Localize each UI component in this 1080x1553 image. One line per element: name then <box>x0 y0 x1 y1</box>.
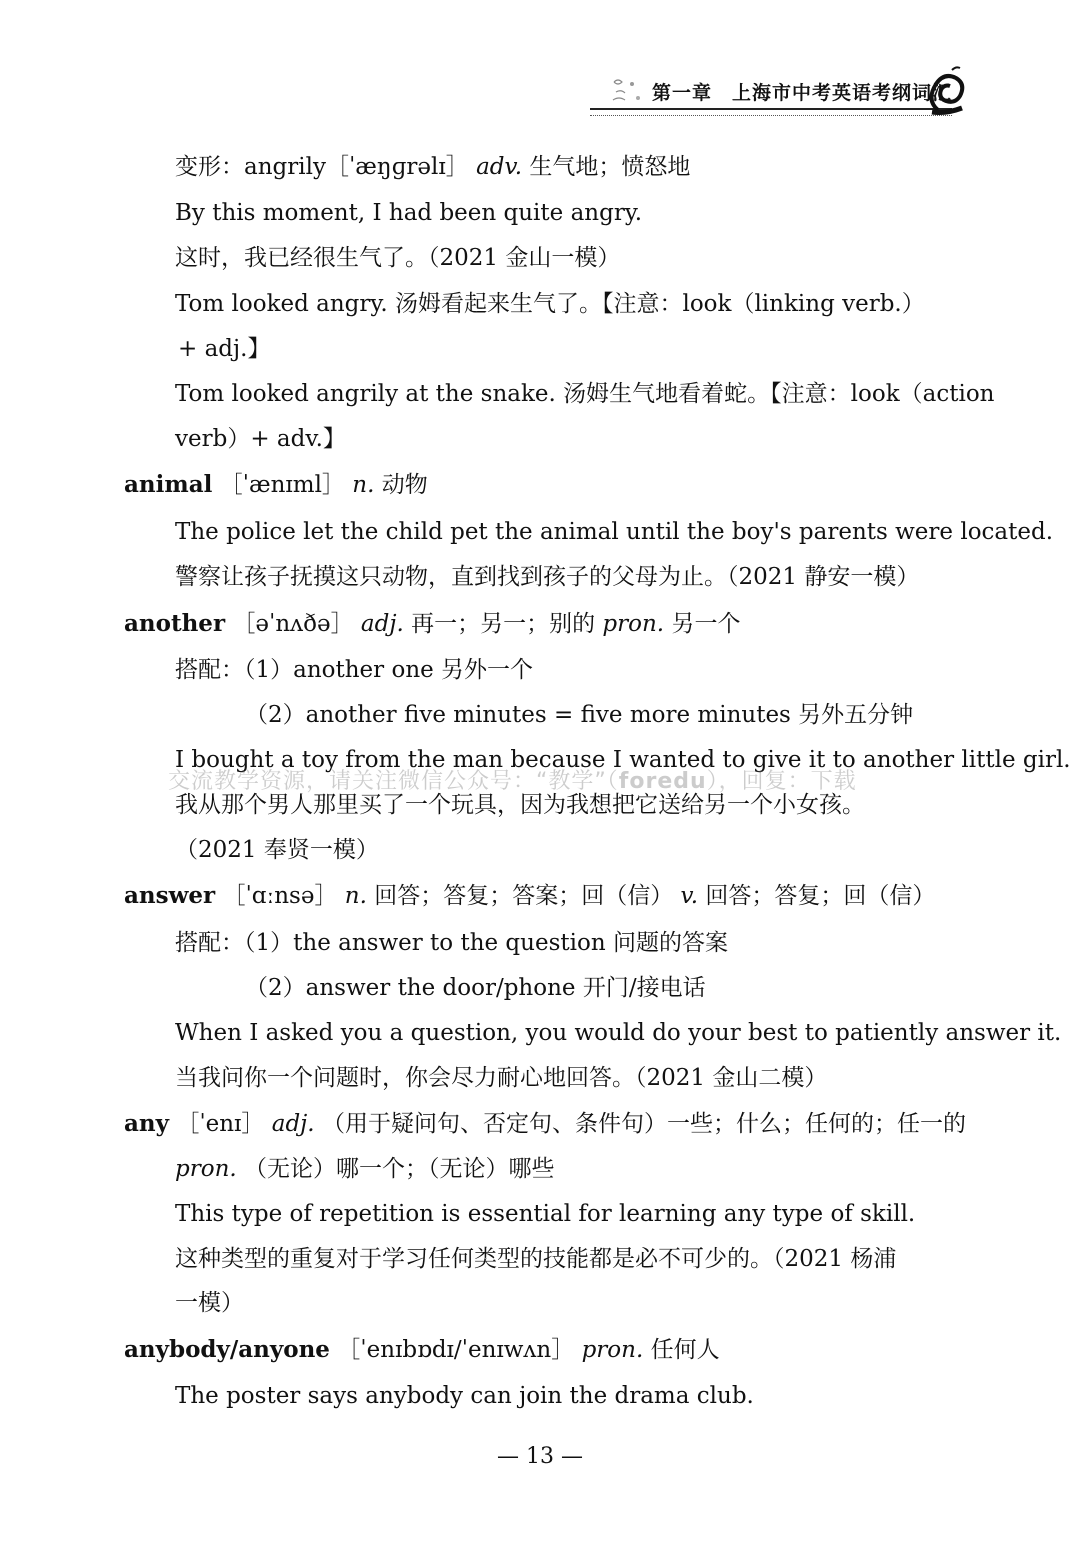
derivative-line: 变形：angrily［ˈæŋɡrəlɪ］ adv. 生气地；愤怒地 <box>175 154 691 180</box>
entry-any: any ［ˈenɪ］ adj. （用于疑问句、否定句、条件句）一些；什么；任何的；任一的 <box>124 1110 966 1137</box>
example-translation: 我从那个男人那里买了一个玩具，因为我想把它送给另一个小女孩。 <box>175 792 865 818</box>
decorative-glyph-icon <box>610 76 646 106</box>
header-rule <box>590 108 952 116</box>
entry-another: another ［əˈnʌðə］ adj. 再一；另一；别的 pron. 另一个 <box>124 610 741 637</box>
headword: anybody/anyone <box>124 1336 330 1363</box>
definition-continuation: pron. （无论）哪一个；（无论）哪些 <box>175 1156 555 1182</box>
example-sentence: Tom looked angrily at the snake. 汤姆生气地看着蛇。【注意：look（action <box>175 381 995 407</box>
collocation-line: 搭配：（1）the answer to the question 问题的答案 <box>175 930 728 956</box>
example-sentence: The poster says anybody can join the drama club. <box>175 1383 754 1409</box>
example-sentence: This type of repetition is essential for learning any type of skill. <box>175 1201 916 1227</box>
phonetic: ［ˈenɪ］ <box>176 1111 265 1137</box>
example-translation: 当我问你一个问题时，你会尽力耐心地回答。（2021 金山二模） <box>175 1065 828 1091</box>
example-translation: 警察让孩子抚摸这只动物，直到找到孩子的父母为止。（2021 静安一模） <box>175 564 920 590</box>
chapter-header <box>590 72 965 122</box>
collocation-line: 搭配：（1）another one 另外一个 <box>175 657 534 683</box>
snail-logo-icon <box>924 64 966 116</box>
note-continuation: + adj.】 <box>178 336 271 362</box>
entry-answer: answer ［ˈɑːnsə］ n. 回答；答复；答案；回（信） v. 回答；答复；回（信） <box>124 882 936 909</box>
example-translation: 这种类型的重复对于学习任何类型的技能都是必不可少的。（2021 杨浦 <box>175 1246 897 1272</box>
example-sentence: When I asked you a question, you would do your best to patiently answer it. <box>175 1020 1062 1046</box>
collocation-line: （2）answer the door/phone 开门/接电话 <box>245 975 706 1001</box>
example-sentence: By this moment, I had been quite angry. <box>175 200 643 226</box>
headword: any <box>124 1110 169 1137</box>
example-sentence: Tom looked angry. 汤姆看起来生气了。【注意：look（linking verb.） <box>175 291 925 317</box>
phonetic: ［əˈnʌðə］ <box>232 611 354 637</box>
example-sentence: I bought a toy from the man because I wanted to give it to another little girl. <box>175 747 1071 773</box>
example-sentence: The police let the child pet the animal until the boy's parents were located. <box>175 519 1054 545</box>
note-continuation: verb）+ adv.】 <box>175 426 346 452</box>
headword: another <box>124 610 226 637</box>
entry-anybody: anybody/anyone ［ˈenɪbɒdɪ/ˈenɪwʌn］ pron. 任何人 <box>124 1336 720 1363</box>
phonetic: ［ˈænɪml］ <box>219 472 345 498</box>
chapter-title: 第一章 上海市中考英语考纲词汇 <box>652 82 953 104</box>
collocation-line: （2）another five minutes = five more minutes 另外五分钟 <box>245 702 914 728</box>
phonetic: ［ˈɑːnsə］ <box>222 883 338 909</box>
headword: answer <box>124 882 216 909</box>
watermark: 交流教学资源，请关注微信公众号：“教学”（foredu），回复：下载 <box>168 769 857 794</box>
example-translation: 这时，我已经很生气了。（2021 金山一模） <box>175 245 621 271</box>
phonetic: ［ˈenɪbɒdɪ/ˈenɪwʌn］ <box>337 1337 575 1363</box>
example-source: （2021 奉贤一模） <box>175 837 379 863</box>
entry-animal: animal ［ˈænɪml］ n. 动物 <box>124 471 428 498</box>
page-number: — 13 — <box>497 1444 583 1469</box>
headword: animal <box>124 471 213 498</box>
example-source: 一模） <box>175 1290 244 1316</box>
